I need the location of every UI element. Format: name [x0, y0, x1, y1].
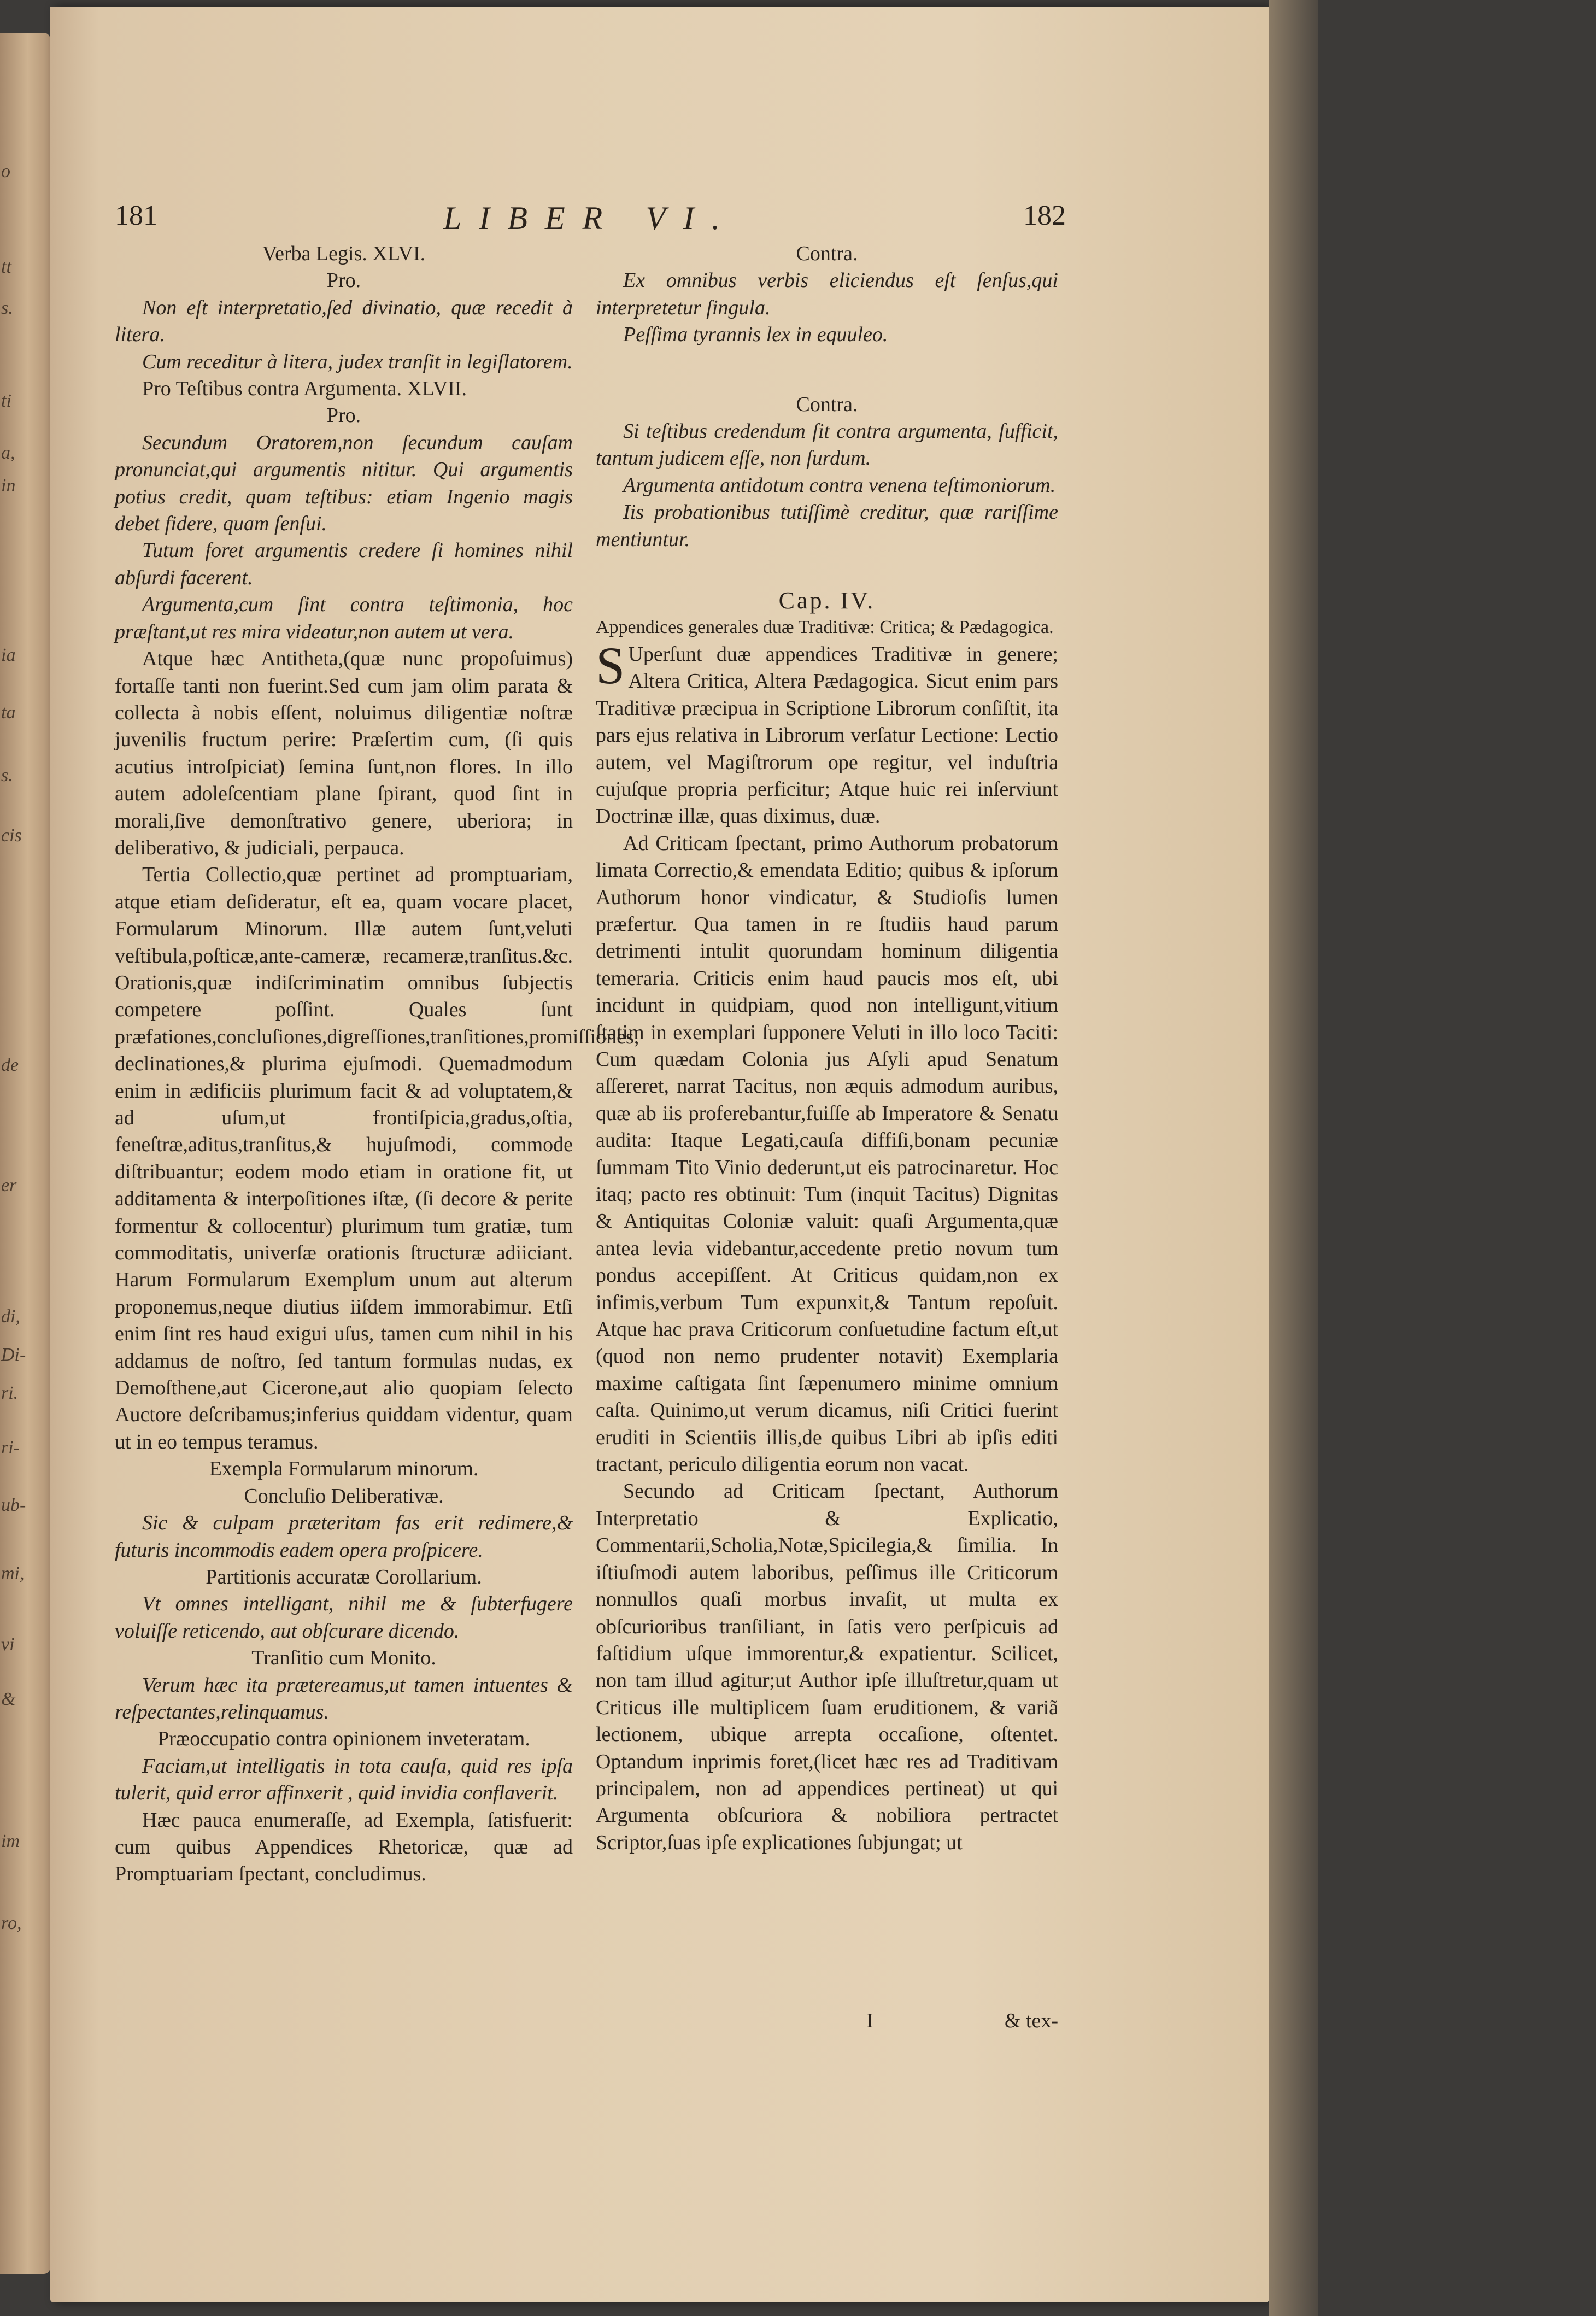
signature-mark: I [866, 2009, 873, 2032]
margin-fragment: ro, [1, 1913, 22, 1933]
margin-fragment: ub- [1, 1495, 26, 1515]
section-heading: Verba Legis. XLVI. [262, 242, 426, 265]
margin-fragment: Di- [1, 1345, 26, 1365]
margin-fragment: s. [1, 298, 13, 318]
maxim: Iis probationibus tutiſſimè creditur, quæ rariſſime mentiuntur. [596, 501, 1058, 551]
margin-fragment: in [1, 476, 16, 496]
catchword: & tex- [1004, 2009, 1058, 2032]
maxim: Ex omnibus verbis eliciendus eſt ſenſus,qui interpretetur ſingula. [596, 269, 1058, 319]
right-page-number: 182 [1023, 200, 1066, 231]
body-paragraph: Argumenta,cum ſint contra teſtimonia, hoc præſtant,ut res mira videatur,non autem ut vera. [115, 593, 573, 643]
body-paragraph: Hæc pauca enumeraſſe, ad Exempla, ſatisfuerit: cum quibus Appendices Rhetoricæ, quæ ad Promptuariam ſpectant, concludimus. [115, 1808, 573, 1886]
maxim: Argumenta antidotum contra venena teſtimoniorum. [623, 473, 1056, 497]
body-paragraph: Sic & culpam præteritam fas erit redimere,& futuris incommodis eadem opera proſpicere. [115, 1511, 573, 1562]
body-paragraph: Secundo ad Criticam ſpectant, Authorum Interpretatio & Explicatio, Commentarii,Scholia,Notæ,Spicilegia,& ſimilia. In iſtiuſmodi autem laboribus, peſſimus ille Criticorum nonnullos quaſi morbus invaſit, ut multa ex obſcurioribus tranſiliant, in ſatis vero perſpicuis ad faſtidium uſque immorentur,& expatientur. Scilicet, non tam illud agitur;ut Author ipſe illuſtretur,quam ut Criticus ille multiplicem ſuam eruditionem, & variã lectionem, ubique arrepta occaſione, oſtentet. Optandum inprimis foret,(licet hæc res ad Traditivam principalem, non ad appendices pertineat) ut qui Argumenta obſcuriora & nobiliora pertractet Scriptor,ſuas ipſe explicationes ſubjungat; ut [596, 1480, 1058, 1854]
chapter-summary: Appendices generales duæ Traditivæ: Critica; & Pædagogica. [596, 617, 1054, 638]
section-heading: Partitionis accuratæ Corollarium. [206, 1565, 482, 1588]
section-heading: Tranſitio cum Monito. [251, 1646, 436, 1670]
margin-fragment: cis [1, 825, 22, 846]
margin-fragment: di, [1, 1306, 20, 1327]
right-column [596, 241, 1058, 1856]
contra-heading: Contra. [796, 392, 858, 416]
margin-fragment: o [1, 161, 10, 181]
margin-fragment: ia [1, 645, 16, 665]
binding-edge [1269, 0, 1318, 2316]
page-footer [596, 2009, 1058, 2036]
section-heading: Præoccupatio contra opinionem inveteratam. [157, 1727, 530, 1751]
margin-fragment: de [1, 1055, 19, 1075]
margin-fragment: mi, [1, 1563, 25, 1584]
section-heading: Concluſio Deliberativæ. [244, 1484, 444, 1508]
section-heading: Exempla Formularum minorum. [209, 1457, 479, 1481]
left-column [115, 241, 639, 1888]
margin-fragment: s. [1, 765, 13, 785]
running-title: LIBER VI. [443, 200, 737, 236]
body-paragraph: Atque hæc Antitheta,(quæ nunc propoſuimus) fortaſſe tanti non fuerint.Sed cum jam olim parata & collecta à nobis eſſent, noluimus diligentiæ noſtræ juvenilis fructum perire: Præſertim cum, (ſi quis acutius introſpiciat) ſemina ſunt,non flores. In illo autem adoleſcentiam plane ſpirant, quod ſint in morali,ſive demonſtrativo genere, uberiora; in deliberativo, & judiciali, perpauca. [115, 647, 573, 859]
body-paragraph: Vt omnes intelligant, nihil me & ſubterfugere voluiſſe reticendo, aut obſcurare dicendo. [115, 1592, 573, 1643]
chapter-title: Cap. IV. [778, 587, 876, 614]
margin-fragment: ti [1, 391, 11, 411]
section-heading: Pro Teſtibus contra Argumenta. XLVII. [142, 377, 467, 401]
margin-fragment: a, [1, 443, 15, 463]
left-page-number: 181 [115, 200, 157, 231]
drop-capital: S [596, 636, 625, 695]
margin-fragment: tt [1, 257, 11, 277]
maxim: Si teſtibus credendum ſit contra argumenta, ſufficit, tantum judicem eſſe, non ſurdum. [596, 420, 1058, 470]
running-header [115, 200, 1066, 243]
body-paragraph: Verum hæc ita prætereamus,ut tamen intuentes & reſpectantes,relinquamus. [115, 1673, 573, 1723]
margin-fragment: vi [1, 1634, 15, 1655]
margin-fragment: im [1, 1831, 20, 1851]
body-paragraph: Tertia Collectio,quæ pertinet ad promptuariam, atque etiam deſideratur, eſt ea, quam vocare placet, Formularum Minorum. Illæ autem ſunt,veluti veſtibula,poſticæ,ante-cameræ, recameræ,tranſitus.&c. Orationis,quæ indiſcriminatim omnibus ſubjectis competere poſſint. Quales ſunt præfationes,concluſiones,digreſſiones,tranſitiones,promiſſiones, declinationes,& plurima ejuſmodi. Quemadmodum enim in ædificiis plurimum facit & ad voluptatem,& ad uſum,ut frontiſpicia,gradus,oſtia, feneſtræ,aditus,tranſitus,& hujuſmodi, commode diſtribuantur; eodem modo etiam in oratione fit, ut additamenta & interpoſitiones iſtæ, (ſi decore & perite formentur & collocentur) plurimum tum gratiæ, tum commoditatis, univerſæ orationis ſtructuræ adiiciant. Harum Formularum Exemplum unum aut alterum proponemus,neque diutius iiſdem immorabimur. Etſi enim ſint res haud exigui uſus, tamen cum nihil in his addamus de noſtro, ſed tantum formulas nudas, ex Demoſthene,aut Cicerone,aut alio quopiam ſelecto Auctore deſcribamus;inferius quiddam videntur, quam ut in eo tempus teramus. [115, 863, 639, 1453]
body-paragraph: Tutum foret argumentis credere ſi homines nihil abſurdi facerent. [115, 539, 573, 589]
contra-heading: Contra. [796, 242, 858, 265]
chapter-opening-paragraph: S Uperſunt duæ appendices Traditivæ in genere; Altera Critica, Altera Pædagogica. Sicut enim pars Traditivæ præcipua in Scriptione Librorum conſiſtit, ita pars ejus relativa in Librorum verſatur Lectione: Lectio autem, vel Magiſtrorum ope regitur, vel induſtria cujuſque propria perficitur; Atque huic rei inſerviunt Doctrinæ illæ, quas diximus, duæ. [596, 636, 1058, 828]
body-paragraph: Cum receditur à litera, judex tranſit in legiſlatorem. [142, 350, 573, 373]
margin-fragment: ri. [1, 1383, 19, 1403]
margin-fragment: & [1, 1689, 16, 1709]
body-paragraph: Ad Criticam ſpectant, primo Authorum probatorum limata Correctio,& emendata Editio; quibus & ipſorum Authorum honor vindicatur, & Studioſis lumen præfertur. Qua tamen in re ſtudiis haud parum detrimenti intulit quorundam hominum diligentia temeraria. Criticis enim haud paucis mos eſt, ubi incidunt in quidpiam, quod non intelligunt,vitium ſtatim in exemplari ſupponere Veluti in illo loco Taciti: Cum quædam Colonia jus Aſyli apud Senatum aſſereret, narrat Tacitus, non æquis admodum auribus, quæ ab iis proferebantur,fuiſſe ab Imperatore & Senatu audita: Itaque Legati,cauſa diffiſi,bonam pecuniæ ſummam Tito Vinio dederunt,ut eis patrocinaretur. Hoc itaq; pacto res obtinuit: Tum (inquit Tacitus) Dignitas & Antiquitas Coloniæ valuit: quaſi Argumenta,quæ antea levia videbantur,accedente pretio novum tum pondus accepiſſent. At Criticus quidam,non ex infimis,verbum Tum expunxit,& Tantum repoſuit. Atque hac prava Criticorum conſuetudine factum eſt,ut (quod non nemo prudenter notavit) Exemplaria maxime caſtigata ſint ſæpenumero minime omnium caſta. Quinimo,ut verum dicamus, niſi Critici fuerint eruditi in Scientiis illis,de quibus Libri ab ipſis editi tractant, periculo diligentia eorum non vacat. [596, 831, 1058, 1476]
maxim: Peſſima tyrannis lex in equuleo. [623, 323, 888, 347]
body-paragraph: Non eſt interpretatio,ſed divinatio, quæ recedit à litera. [115, 296, 573, 347]
section-heading: Pro. [326, 269, 361, 292]
body-paragraph: Secundum Oratorem,non ſecundum cauſam pronunciat,qui argumentis nititur. Qui argumentis potius credit, quam teſtibus: etiam Ingenio magis debet fidere, quam ſenſui. [115, 431, 573, 536]
body-paragraph: Faciam,ut intelligatis in tota cauſa, quid res ipſa tulerit, quid error affinxerit , quid invidia conflaverit. [115, 1754, 573, 1805]
margin-fragment: er [1, 1175, 17, 1195]
section-heading: Pro. [326, 404, 361, 427]
previous-page-edge [0, 33, 50, 2274]
margin-fragment: ri- [1, 1438, 20, 1458]
margin-fragment: ta [1, 702, 16, 723]
